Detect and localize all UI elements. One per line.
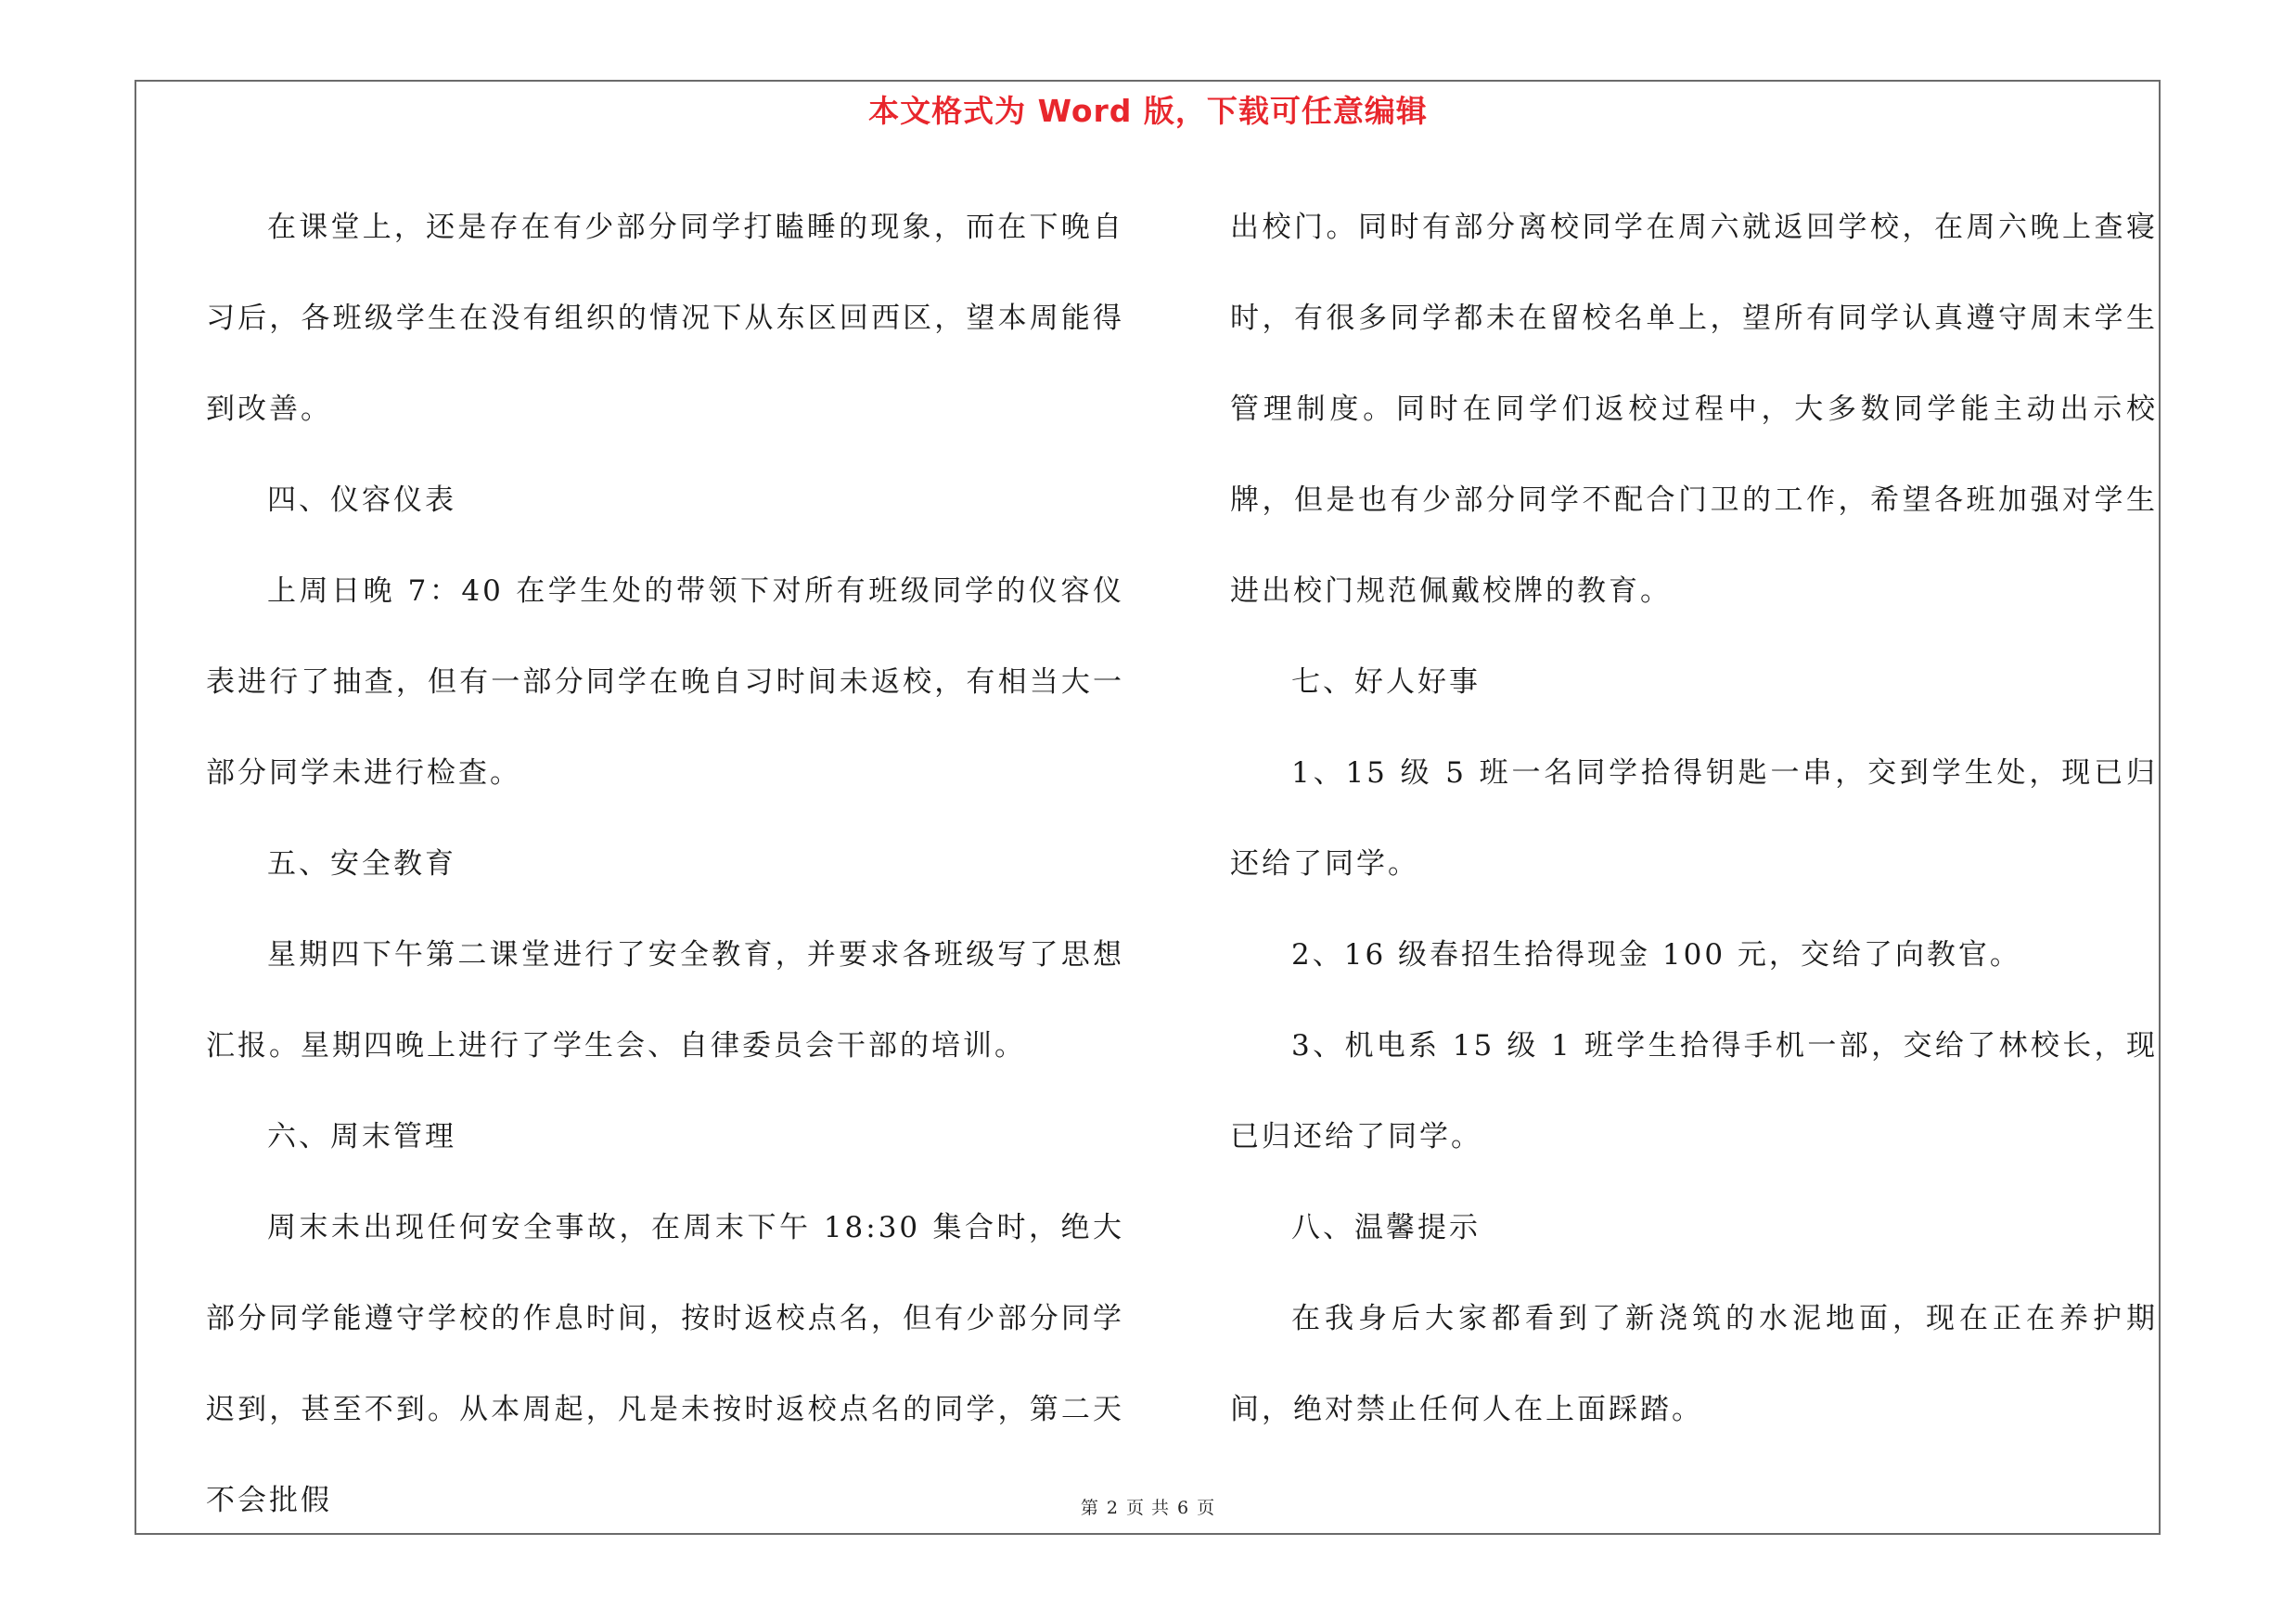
- footer-middle: 页 共: [1125, 1498, 1171, 1518]
- paragraph-weekend-management: 周末未出现任何安全事故，在周末下午 18:30 集合时，绝大部分同学能遵守学校的作息时间，按时返校点名，但有少部分同学迟到，甚至不到。从本周起，凡是未按时返校点名的同学，第二天不会批假: [206, 1211, 1124, 1517]
- left-text-column: [206, 182, 1124, 1546]
- total-page-count: 6: [1177, 1498, 1190, 1518]
- paragraph-reminder: 在我身后大家都看到了新浇筑的水泥地面，现在正在养护期间，绝对禁止任何人在上面踩踏。: [1230, 1302, 2158, 1426]
- paragraph-good-deed-phone: 3、机电系 15 级 1 班学生拾得手机一部，交给了林校长，现已归还给了同学。: [1230, 1029, 2158, 1153]
- paragraph-good-deed-cash: 2、16 级春招生拾得现金 100 元，交给了向教官。: [1291, 938, 2021, 972]
- footer-suffix: 页: [1197, 1498, 1216, 1518]
- paragraph-safety-education: 星期四下午第二课堂进行了安全教育，并要求各班级写了思想汇报。星期四晚上进行了学生会、自律委员会干部的培训。: [206, 938, 1124, 1063]
- right-text-column: [1230, 182, 2158, 1455]
- paragraph-appearance-check: 上周日晚 7：40 在学生处的带领下对所有班级同学的仪容仪表进行了抽查，但有一部分同学在晚自习时间未返校，有相当大一部分同学未进行检查。: [206, 574, 1124, 790]
- paragraph-weekend-management-continued: 出校门。同时有部分离校同学在周六就返回学校，在周六晚上查寝时，有很多同学都未在留校名单上，望所有同学认真遵守周末学生管理制度。同时在同学们返校过程中，大多数同学能主动出示校牌，但是也有少部分同学不配合门卫的工作，希望各班加强对学生进出校门规范佩戴校牌的教育。: [1230, 211, 2158, 608]
- paragraph-classroom-discipline: 在课堂上，还是存在有少部分同学打瞌睡的现象，而在下晚自习后，各班级学生在没有组织的情况下从东区回西区，望本周能得到改善。: [206, 211, 1124, 426]
- footer-prefix: 第: [1080, 1498, 1099, 1518]
- page-number-footer: [0, 1494, 2296, 1519]
- editable-format-banner: 本文格式为 Word 版，下载可任意编辑: [868, 93, 1428, 129]
- heading-safety-education: 五、安全教育: [267, 847, 456, 881]
- heading-good-deeds: 七、好人好事: [1291, 665, 1481, 699]
- heading-appearance: 四、仪容仪表: [267, 483, 456, 517]
- current-page-number: 2: [1106, 1498, 1119, 1518]
- heading-weekend-management: 六、周末管理: [267, 1120, 456, 1153]
- heading-reminder: 八、温馨提示: [1291, 1211, 1481, 1244]
- paragraph-good-deed-keys: 1、15 级 5 班一名同学拾得钥匙一串，交到学生处，现已归还给了同学。: [1230, 756, 2158, 881]
